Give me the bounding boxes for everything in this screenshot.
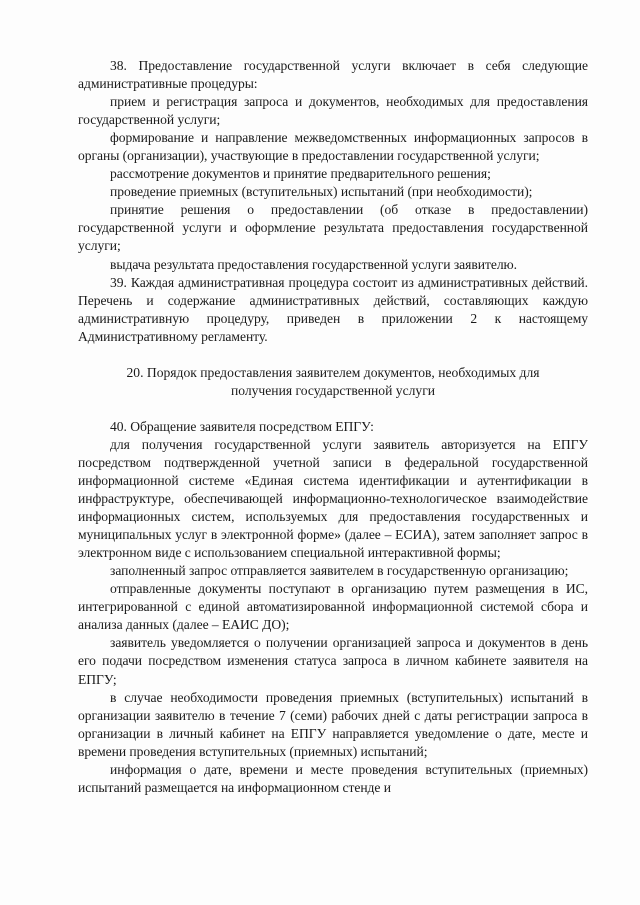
paragraph-38-item-interagency-requests: формирование и направление межведомственных информационных запросов в органы (организации), участвующие в предоставлении государственной услуги;	[78, 130, 588, 164]
section-20-heading-line-2: получения государственной услуги	[230, 382, 436, 398]
paragraph-38-item-issuance: выдача результата предоставления государственной услуги заявителю.	[110, 256, 518, 272]
paragraph-38-intro: 38. Предоставление государственной услуги включает в себя следующие административные процедуры:	[78, 58, 588, 92]
paragraph-38-item-decision: принятие решения о предоставлении (об отказе в предоставлении) государственной услуги и оформление результата предоставления государственной услуги;	[78, 202, 588, 254]
paragraph-38-item-review: рассмотрение документов и принятие предварительного решения;	[110, 166, 491, 182]
paragraph-40-intro: 40. Обращение заявителя посредством ЕПГУ:	[110, 418, 374, 434]
paragraph-40-item-notification: заявитель уведомляется о получении организацией запроса и документов в день его подачи посредством изменения статуса запроса в личном кабинете заявителя на ЕПГУ;	[78, 635, 588, 687]
paragraph-38-item-reception: прием и регистрация запроса и документов, необходимых для предоставления государственной услуги;	[78, 94, 588, 128]
paragraph-40-item-sending: заполненный запрос отправляется заявителем в государственную организацию;	[110, 563, 569, 579]
paragraph-40-item-authorization: для получения государственной услуги заявитель авторизуется на ЕПГУ посредством подтвержденной учетной записи в федеральной государственной информационной системе «Единая система идентификации и аутентификации в инфраструктуре, обеспечивающей информационно-технологическое взаимодействие информационных систем, используемых для предоставления государственных и муниципальных услуг в электронной форме» (далее – ЕСИА), затем заполняет запрос в электронном виде с использованием специальной интерактивной формы;	[78, 436, 588, 561]
paragraph-40-item-tests-notice: в случае необходимости проведения приемных (вступительных) испытаний в организации заявителю в течение 7 (семи) рабочих дней с даты регистрации запроса в организации в личный кабинет на ЕПГУ направляется уведомление о дате, месте и времени проведения вступительных (приемных) испытаний;	[78, 689, 588, 759]
paragraph-40-item-documents-received: отправленные документы поступают в организацию путем размещения в ИС, интегрированной с единой автоматизированной информационной системой сбора и анализа данных (далее – ЕАИС ДО);	[78, 581, 588, 633]
paragraph-40-item-tests-info: информация о дате, времени и месте проведения вступительных (приемных) испытаний размещается на информационном стенде и	[78, 761, 588, 795]
section-20-heading-line-1: 20. Порядок предоставления заявителем документов, необходимых для	[126, 364, 540, 380]
paragraph-38-item-entrance-tests: проведение приемных (вступительных) испытаний (при необходимости);	[110, 184, 533, 200]
section-20-heading	[78, 364, 588, 400]
paragraph-39: 39. Каждая административная процедура состоит из административных действий. Перечень и содержание административных действий, составляющих каждую административную процедуру, приведен в приложении 2 к настоящему Административному регламенту.	[78, 274, 588, 344]
